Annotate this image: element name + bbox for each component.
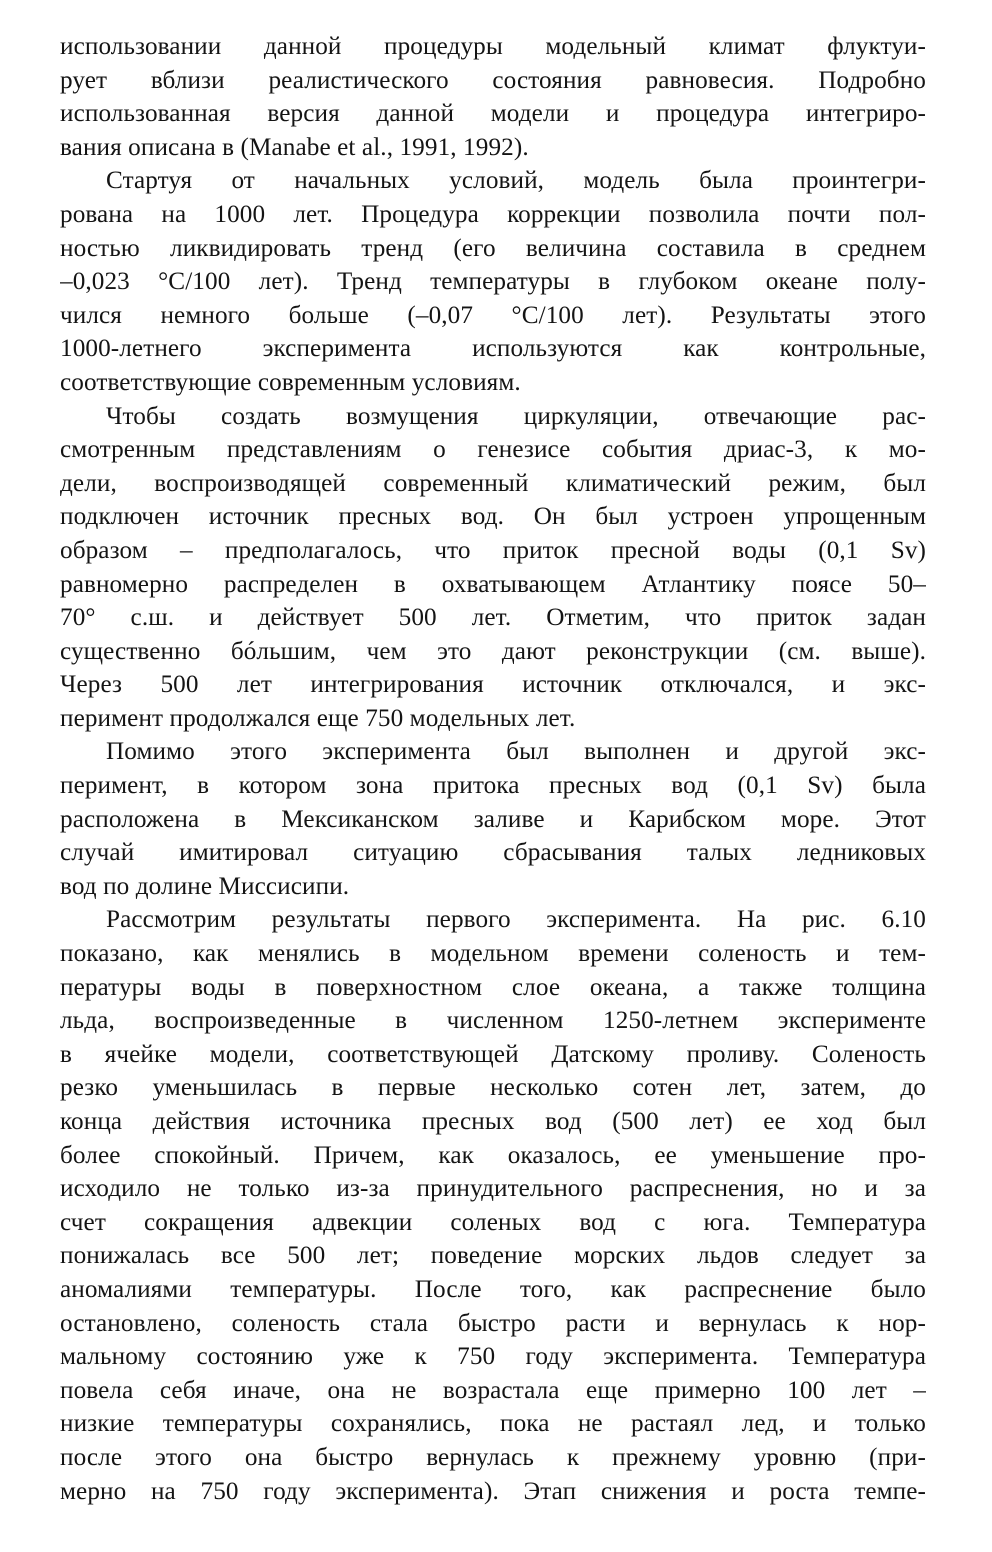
text-line: соответствующие современным условиям. bbox=[60, 368, 521, 396]
text-line: 1000-летнего эксперимента используются как контрольные, bbox=[60, 335, 926, 363]
text-line: счет сокращения адвекции соленых вод с юга. Температура bbox=[60, 1208, 926, 1236]
text-line: перимент продолжался еще 750 модельных лет. bbox=[60, 704, 576, 732]
text-line: чился немного больше (–0,07 °С/100 лет). Результаты этого bbox=[60, 301, 926, 329]
text-line: остановлено, соленость стала быстро расти и вернулась к нор- bbox=[60, 1309, 926, 1337]
text-line: Через 500 лет интегрирования источник отключался, и экс- bbox=[60, 671, 926, 699]
text-line: мальному состоянию уже к 750 году эксперимента. Температура bbox=[60, 1343, 926, 1371]
text-line: подключен источник пресных вод. Он был устроен упрощенным bbox=[60, 503, 926, 531]
text-line: низкие температуры сохранялись, пока не растаял лед, и только bbox=[60, 1410, 926, 1438]
text-line: –0,023 °С/100 лет). Тренд температуры в глубоком океане полу- bbox=[60, 268, 926, 296]
text-line: Чтобы создать возмущения циркуляции, отвечающие рас- bbox=[106, 402, 926, 430]
text-line: Рассмотрим результаты первого эксперимента. На рис. 6.10 bbox=[106, 906, 926, 934]
text-line: повела себя иначе, она не возрастала еще примерно 100 лет – bbox=[60, 1376, 926, 1404]
text-line: ностью ликвидировать тренд (его величина составила в среднем bbox=[60, 234, 926, 262]
text-line: перимент, в котором зона притока пресных вод (0,1 Sv) была bbox=[60, 772, 926, 800]
paragraph-5 bbox=[60, 903, 926, 1508]
text-line: 70° с.ш. и действует 500 лет. Отметим, что приток задан bbox=[60, 604, 926, 632]
text-line: мерно на 750 году эксперимента). Этап снижения и роста темпе- bbox=[60, 1477, 926, 1505]
text-line: более спокойный. Причем, как оказалось, ее уменьшение про- bbox=[60, 1141, 926, 1169]
text-line: равномерно распределен в охватывающем Атлантику поясе 50– bbox=[60, 570, 926, 598]
text-line: аномалиями температуры. После того, как распреснение было bbox=[60, 1275, 926, 1303]
text-line: использованная версия данной модели и процедура интегриро- bbox=[60, 100, 926, 128]
text-line: вания описана в (Manabe et al., 1991, 1992). bbox=[60, 133, 529, 161]
text-line: случай имитировал ситуацию сбрасывания талых ледниковых bbox=[60, 839, 926, 867]
text-line: использовании данной процедуры модельный климат флуктуи- bbox=[60, 33, 926, 60]
paragraph-4 bbox=[60, 735, 926, 903]
text-line: рует вблизи реалистического состояния равновесия. Подробно bbox=[60, 66, 926, 94]
paragraph-3 bbox=[60, 400, 926, 736]
text-line: рована на 1000 лет. Процедура коррекции позволила почти пол- bbox=[60, 200, 926, 228]
text-line: в ячейке модели, соответствующей Датскому проливу. Соленость bbox=[60, 1040, 926, 1068]
text-line: резко уменьшилась в первые несколько сотен лет, затем, до bbox=[60, 1074, 926, 1102]
text-line: смотренным представлениям о генезисе события дриас-3, к мо- bbox=[60, 436, 926, 464]
text-line: конца действия источника пресных вод (500 лет) ее ход был bbox=[60, 1108, 926, 1135]
text-line: дели, воспроизводящей современный климатический режим, был bbox=[60, 469, 926, 497]
text-line: вод по долине Миссисипи. bbox=[60, 872, 350, 900]
text-line: показано, как менялись в модельном времени соленость и тем- bbox=[60, 940, 926, 968]
paragraph-1 bbox=[60, 30, 926, 164]
text-line: понижалась все 500 лет; поведение морских льдов следует за bbox=[60, 1242, 926, 1270]
text-line: исходило не только из-за принудительного распреснения, но и за bbox=[60, 1175, 926, 1203]
text-line: расположена в Мексиканском заливе и Карибском море. Этот bbox=[60, 805, 926, 833]
book-page-text bbox=[60, 30, 926, 1508]
text-line: Стартуя от начальных условий, модель была проинтегри- bbox=[106, 167, 926, 195]
text-line: пературы воды в поверхностном слое океана, а также толщина bbox=[60, 973, 926, 1001]
paragraph-2 bbox=[60, 164, 926, 399]
text-line: льда, воспроизведенные в численном 1250-летнем эксперименте bbox=[60, 1007, 926, 1035]
text-line: после этого она быстро вернулась к прежнему уровню (при- bbox=[60, 1443, 926, 1471]
text-line: образом – предполагалось, что приток пресной воды (0,1 Sv) bbox=[60, 536, 926, 564]
text-line: Помимо этого эксперимента был выполнен и другой экс- bbox=[106, 738, 926, 766]
text-line: существенно бóльшим, чем это дают реконструкции (см. выше). bbox=[60, 637, 926, 665]
